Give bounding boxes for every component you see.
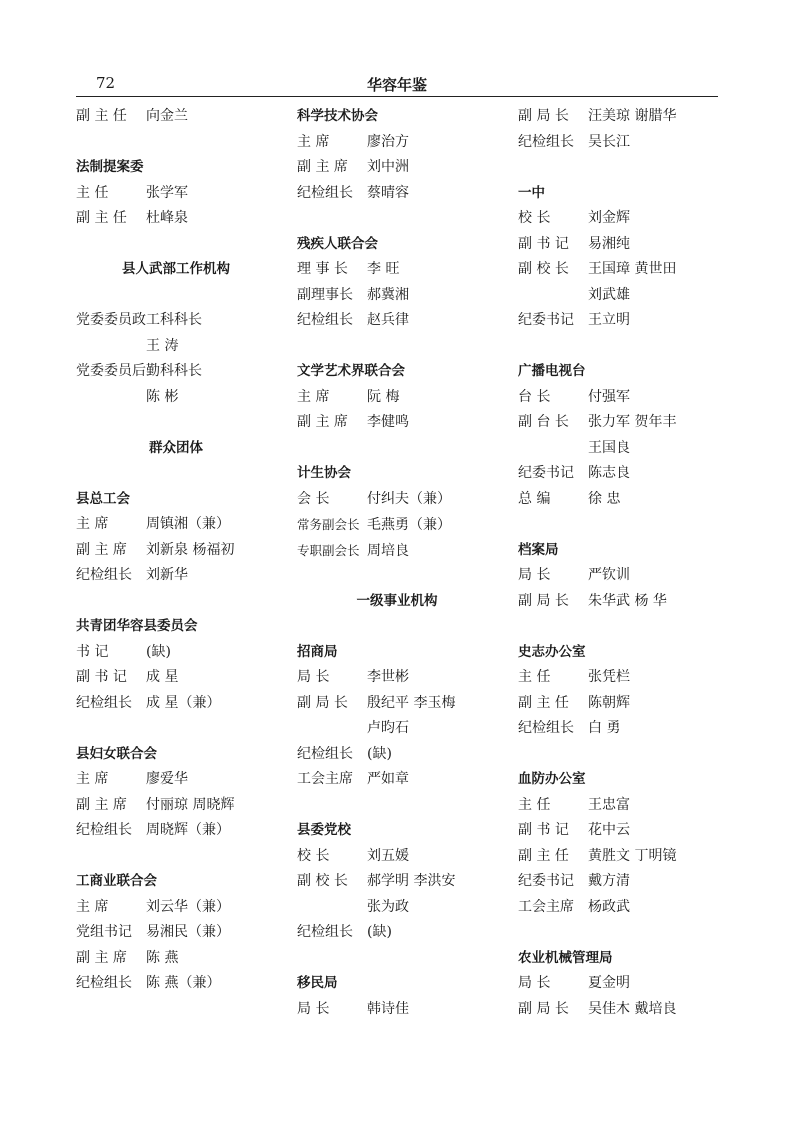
entry-row	[76, 181, 296, 207]
entry-title: 副 主 任	[518, 694, 569, 711]
entry-names: 易湘民（兼）	[146, 924, 230, 940]
entry-row	[518, 997, 738, 1023]
entry-title: 副 书 记	[76, 669, 127, 685]
entry-title: 副 主 任	[518, 847, 569, 864]
entry-names: 李健鸣	[367, 414, 409, 430]
entry-names: 吴长江	[588, 133, 630, 150]
entry-names: 陈 燕	[146, 949, 179, 966]
entry-title: 主 任	[76, 184, 109, 201]
column-left	[76, 104, 296, 997]
entry-row	[297, 742, 517, 768]
entry-title: 台 长	[518, 388, 551, 405]
entry-row	[297, 385, 517, 411]
entry-names: 王立明	[588, 312, 630, 328]
entry-row	[518, 665, 738, 691]
entry-names: (缺)	[367, 745, 392, 762]
entry-names: 张凭栏	[588, 669, 630, 685]
entry-row	[297, 308, 517, 334]
entry-row	[518, 232, 738, 258]
section-heading: 县委党校	[297, 822, 351, 838]
entry-names: 张为政	[367, 898, 409, 915]
entry-title: 副 局 长	[518, 592, 569, 609]
entry-row	[297, 155, 517, 181]
section-heading: 一中	[518, 184, 545, 201]
entry-row	[76, 793, 296, 819]
entry-names: 付纠夫（兼）	[367, 490, 451, 507]
entry-title: 会 长	[297, 490, 330, 507]
entry-row	[518, 257, 738, 283]
header-rule	[76, 96, 718, 97]
entry-title: 纪检组长	[297, 924, 353, 940]
category-heading: 一级事业机构	[356, 592, 438, 609]
entry-names: 戴方清	[588, 873, 630, 889]
entry-title: 纪委书记	[518, 873, 574, 889]
entry-names: 陈 彬	[146, 388, 179, 405]
section-heading: 招商局	[297, 643, 338, 660]
entry-row	[76, 767, 296, 793]
entry-row	[297, 920, 517, 946]
book-title: 华容年鉴	[366, 76, 427, 94]
section-heading: 科学技术协会	[297, 108, 378, 124]
entry-row	[297, 844, 517, 870]
entry-row	[76, 818, 296, 844]
entry-title: 总 编	[518, 490, 551, 507]
section-heading: 文学艺术界联合会	[297, 363, 405, 379]
entry-title: 局 长	[297, 1000, 330, 1017]
entry-names: 郝冀湘	[367, 286, 409, 303]
entry-names: 白 勇	[588, 720, 621, 736]
entry-row	[518, 461, 738, 487]
entry-names: 刘金辉	[588, 210, 630, 226]
entry-title: 纪检组长	[76, 975, 132, 991]
entry-row	[518, 895, 738, 921]
entry-title: 主 席	[297, 133, 330, 150]
entry-row	[518, 563, 738, 589]
entry-names: 成 星	[146, 669, 179, 685]
entry-title: 纪检组长	[518, 133, 574, 150]
entry-title: 副 主 任	[76, 108, 127, 124]
entry-names: 廖治方	[367, 133, 409, 150]
entry-names: 周镇湘（兼）	[146, 516, 230, 532]
entry-names: 殷纪平 李玉梅	[367, 694, 456, 711]
entry-names: 徐 忠	[588, 490, 621, 507]
entry-names: 黄胜文 丁明镜	[588, 847, 677, 864]
section-heading: 工商业联合会	[76, 873, 157, 889]
entry-names: 李世彬	[367, 669, 409, 685]
category-heading: 群众团体	[149, 439, 203, 456]
entry-title: 主 席	[76, 898, 109, 915]
entry-title: 副 主 席	[297, 414, 348, 430]
entry-names: 赵兵律	[367, 312, 409, 328]
entry-title: 副 书 记	[518, 822, 569, 838]
entry-title: 纪检组长	[297, 184, 353, 201]
entry-names: 王 涛	[146, 337, 179, 354]
section-heading: 县妇女联合会	[76, 745, 157, 762]
entry-names: 廖爱华	[146, 771, 188, 787]
entry-title: 校 长	[297, 847, 330, 864]
entry-title: 主 席	[297, 388, 330, 405]
entry-names: (缺)	[146, 643, 171, 660]
section-heading: 农业机械管理局	[518, 949, 613, 966]
entry-row	[297, 130, 517, 156]
section-heading: 档案局	[518, 541, 559, 558]
entry-row	[76, 104, 296, 130]
entry-names: 王国良	[588, 439, 630, 456]
entry-row	[297, 767, 517, 793]
entry-title: 副 校 长	[518, 261, 569, 277]
entry-names: 严钦训	[588, 567, 630, 583]
entry-names: 刘新泉 杨福初	[146, 541, 235, 558]
section-heading: 移民局	[297, 975, 338, 991]
entry-row	[297, 283, 517, 309]
entry-row	[76, 640, 296, 666]
entry-names: 易湘纯	[588, 235, 630, 252]
entry-row	[76, 563, 296, 589]
entry-row	[76, 691, 296, 717]
section-heading: 计生协会	[297, 465, 351, 481]
entry-title: 主 任	[518, 796, 551, 813]
entry-row	[518, 410, 738, 436]
column-right	[518, 104, 738, 1022]
entry-names: (缺)	[367, 924, 392, 940]
entry-title: 党组书记	[76, 924, 132, 940]
entry-title: 纪委书记	[518, 465, 574, 481]
entry-row	[76, 512, 296, 538]
entry-row	[297, 691, 517, 717]
entry-title: 纪检组长	[76, 567, 132, 583]
entry-title: 主 任	[518, 669, 551, 685]
entry-row	[297, 181, 517, 207]
entry-row: 党委委员政工科科长	[76, 312, 202, 328]
entry-row	[297, 410, 517, 436]
entry-title: 书 记	[76, 643, 109, 660]
entry-row	[518, 130, 738, 156]
entry-title: 理 事 长	[297, 261, 348, 277]
page-number: 72	[96, 74, 116, 92]
entry-names: 张力军 贺年丰	[588, 414, 677, 430]
entry-row	[518, 206, 738, 232]
entry-title: 校 长	[518, 210, 551, 226]
entry-row	[518, 818, 738, 844]
entry-names: 韩诗佳	[367, 1000, 409, 1017]
entry-row	[76, 946, 296, 972]
entry-names: 刘云华（兼）	[146, 898, 230, 915]
entry-row	[297, 487, 517, 513]
entry-row	[297, 257, 517, 283]
entry-title: 副 主 席	[76, 949, 127, 966]
entry-title: 副 主 席	[76, 541, 127, 558]
section-heading: 血防办公室	[518, 771, 586, 787]
entry-names: 刘武雄	[588, 286, 630, 303]
section-heading: 史志办公室	[518, 643, 586, 660]
entry-row	[76, 665, 296, 691]
entry-row	[297, 512, 517, 538]
entry-names: 郝学明 李洪安	[367, 873, 456, 889]
column-middle	[297, 104, 517, 1022]
entry-names: 杨政武	[588, 898, 630, 915]
entry-names: 向金兰	[146, 108, 188, 124]
entry-title: 局 长	[297, 669, 330, 685]
category-heading: 县人武部工作机构	[122, 261, 230, 277]
entry-names: 夏金明	[588, 975, 630, 991]
entry-title: 纪检组长	[76, 694, 132, 711]
entry-title: 纪检组长	[297, 312, 353, 328]
entry-names: 成 星（兼）	[146, 694, 221, 711]
entry-names: 周晓辉（兼）	[146, 822, 230, 838]
entry-names: 汪美琼 谢腊华	[588, 108, 677, 124]
entry-row: 党委委员后勤科科长	[76, 363, 202, 379]
entry-names: 张学军	[146, 184, 188, 201]
entry-names: 刘五媛	[367, 847, 409, 864]
entry-title: 副理事长	[297, 286, 353, 303]
entry-row	[518, 104, 738, 130]
entry-title: 副 书 记	[518, 235, 569, 252]
page-header	[76, 74, 718, 96]
entry-row	[518, 589, 738, 615]
entry-title: 副 主 席	[297, 159, 348, 175]
entry-title: 主 席	[76, 516, 109, 532]
section-heading: 县总工会	[76, 490, 130, 507]
entry-row	[518, 869, 738, 895]
section-heading: 法制提案委	[76, 159, 144, 175]
entry-names: 陈 燕（兼）	[146, 975, 221, 991]
entry-title: 常务副会长	[297, 517, 360, 532]
entry-row	[518, 385, 738, 411]
entry-title: 副 局 长	[297, 694, 348, 711]
entry-names: 付丽琼 周晓辉	[146, 796, 235, 813]
entry-title: 副 局 长	[518, 108, 569, 124]
entry-names: 卢昀石	[367, 720, 409, 736]
entry-names: 朱华武 杨 华	[588, 592, 667, 609]
section-heading: 广播电视台	[518, 363, 586, 379]
entry-names: 王忠富	[588, 796, 630, 813]
entry-names: 陈朝辉	[588, 694, 630, 711]
entry-title: 主 席	[76, 771, 109, 787]
entry-names: 刘新华	[146, 567, 188, 583]
entry-row	[518, 844, 738, 870]
entry-names: 刘中洲	[367, 159, 409, 175]
entry-names: 李 旺	[367, 261, 400, 277]
entry-title: 工会主席	[297, 771, 353, 787]
entry-names: 阮 梅	[367, 388, 400, 405]
entry-row	[76, 538, 296, 564]
entry-row	[76, 206, 296, 232]
entry-row	[297, 997, 517, 1023]
entry-title: 局 长	[518, 975, 551, 991]
entry-row	[76, 971, 296, 997]
entry-row	[518, 971, 738, 997]
entry-row	[297, 538, 517, 564]
entry-row	[518, 793, 738, 819]
entry-row	[76, 895, 296, 921]
entry-title: 工会主席	[518, 898, 574, 915]
entry-row	[518, 716, 738, 742]
entry-title: 纪委书记	[518, 312, 574, 328]
entry-title: 副 台 长	[518, 414, 569, 430]
entry-names: 王国璋 黄世田	[588, 261, 677, 277]
entry-title: 纪检组长	[297, 745, 353, 762]
entry-row	[518, 487, 738, 513]
entry-names: 花中云	[588, 822, 630, 838]
entry-names: 蔡晴容	[367, 184, 409, 201]
entry-title: 局 长	[518, 567, 551, 583]
entry-title: 副 主 席	[76, 796, 127, 813]
entry-title: 纪检组长	[76, 822, 132, 838]
entry-names: 严如章	[367, 771, 409, 787]
entry-title: 纪检组长	[518, 720, 574, 736]
entry-names: 吴佳木 戴培良	[588, 1000, 677, 1017]
entry-row	[297, 869, 517, 895]
entry-names: 毛燕勇（兼）	[367, 517, 451, 533]
section-heading: 残疾人联合会	[297, 235, 378, 252]
entry-row	[518, 308, 738, 334]
entry-title: 副 主 任	[76, 210, 127, 226]
entry-names: 陈志良	[588, 465, 630, 481]
entry-names: 付强军	[588, 388, 630, 405]
entry-row	[297, 665, 517, 691]
section-heading: 共青团华容县委员会	[76, 618, 198, 634]
entry-row	[518, 691, 738, 717]
entry-names: 周培良	[367, 542, 409, 559]
entry-names: 杜峰泉	[146, 210, 188, 226]
entry-title: 专职副会长	[297, 542, 360, 558]
entry-row	[76, 920, 296, 946]
entry-title: 副 校 长	[297, 873, 348, 889]
entry-title: 副 局 长	[518, 1000, 569, 1017]
